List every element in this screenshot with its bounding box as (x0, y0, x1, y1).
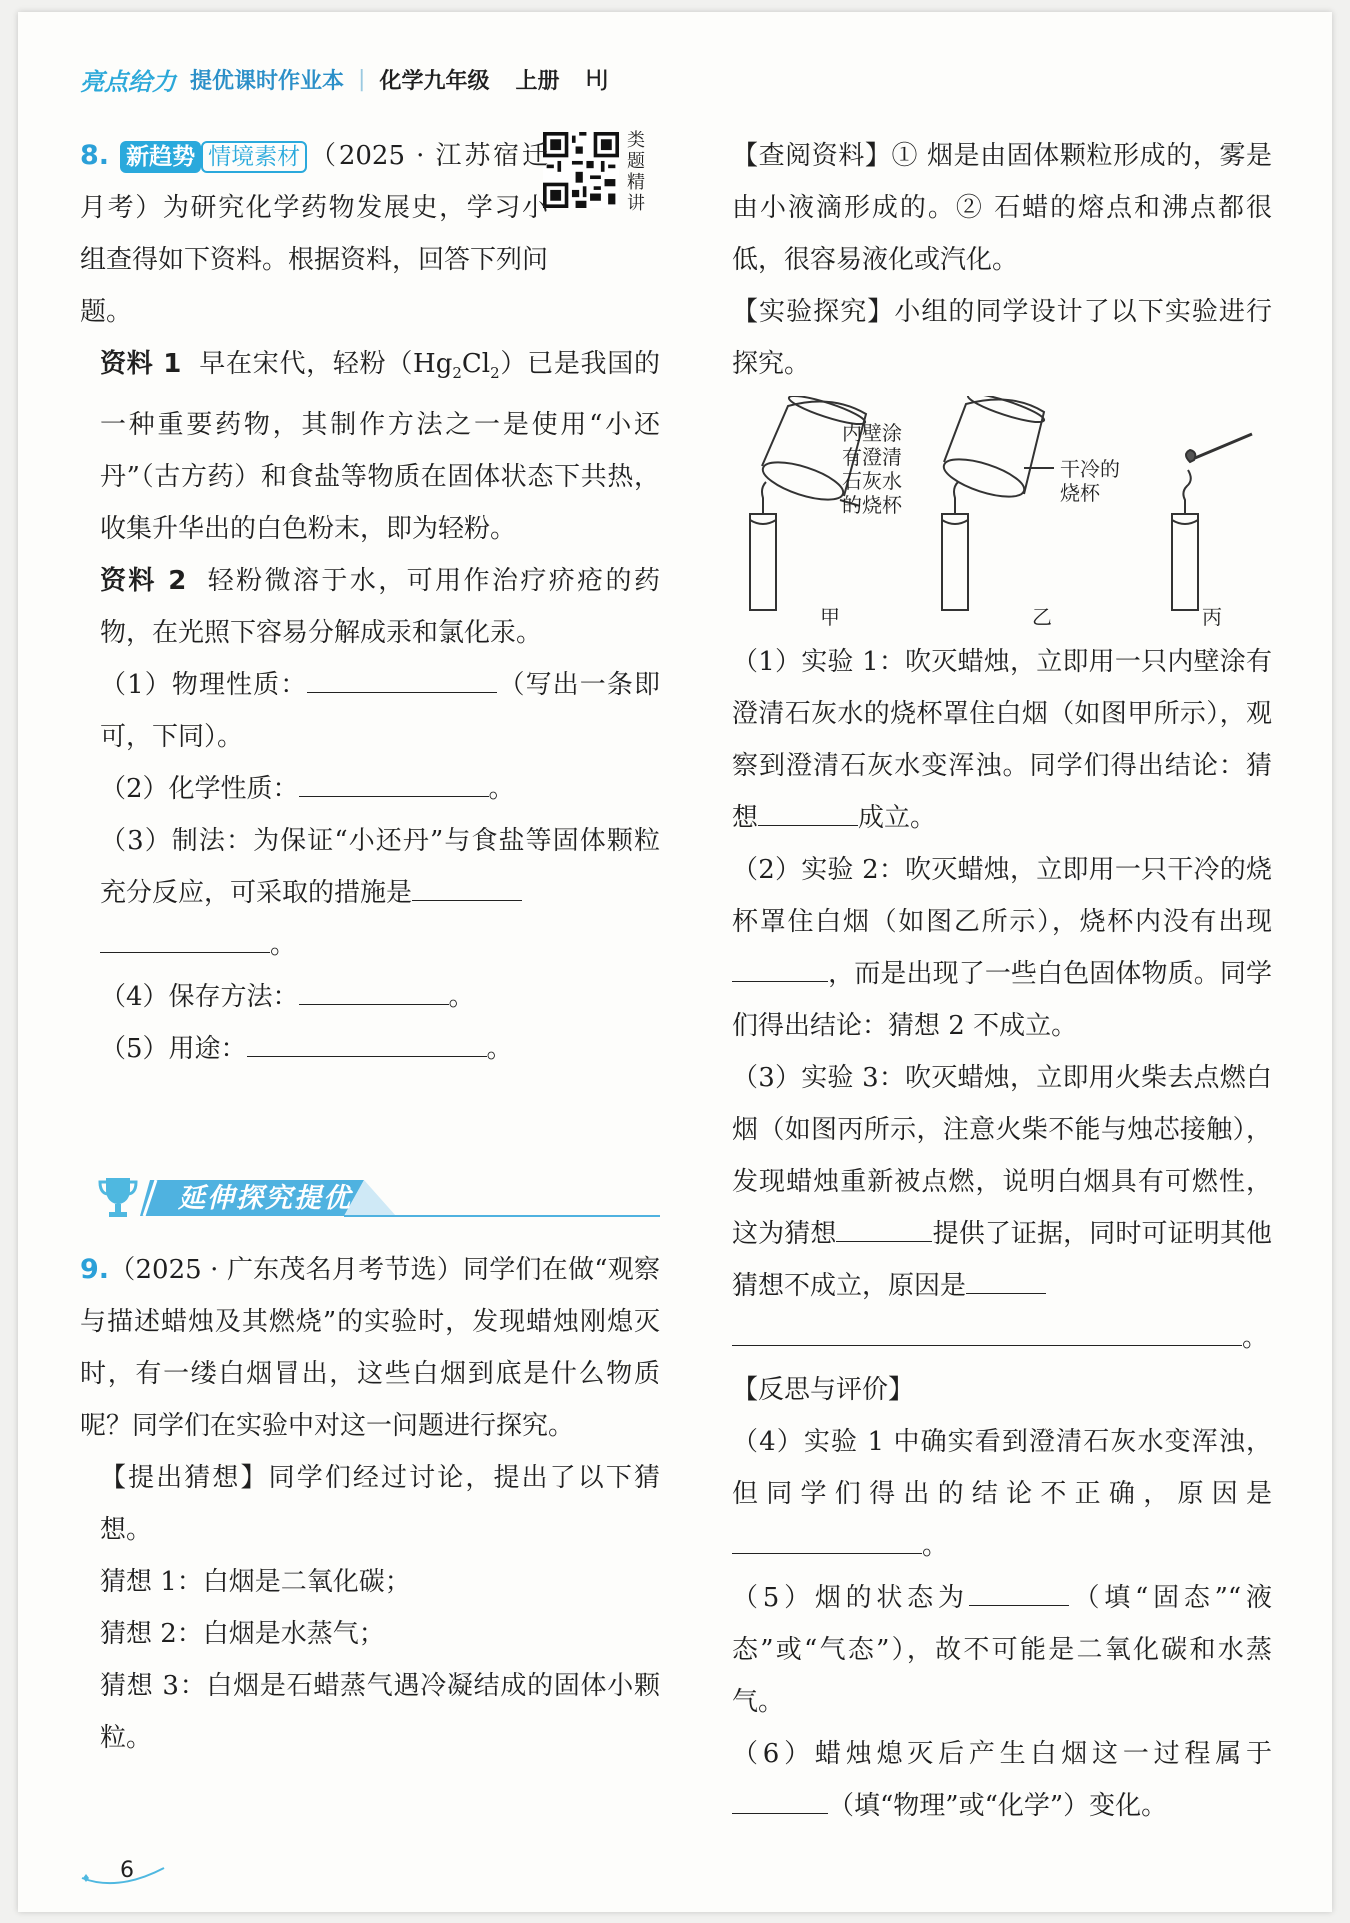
answer-blank[interactable] (732, 1783, 828, 1814)
q8-sub3-text: （3）制法：为保证“小还丹”与食盐等固体颗粒充分反应，可采取的措施是 (100, 826, 660, 909)
q8-sub4-tail: 。 (448, 982, 475, 1013)
refl-6 (732, 1728, 1272, 1832)
header-separator: | (358, 67, 366, 92)
match-icon (1186, 434, 1252, 462)
answer-blank[interactable] (247, 1026, 487, 1057)
answer-blank[interactable] (732, 951, 828, 982)
reference-heading: 【查阅资料】 (732, 141, 892, 171)
refl-6-tail: （填“物理”或“化学”）变化。 (828, 1791, 1168, 1821)
guess-heading: 【提出猜想】 (100, 1463, 269, 1493)
refl-4-text: （4）实验 1 中确实看到澄清石灰水变浑浊，但同学们得出的结论不正确，原因是 (732, 1427, 1272, 1509)
right-column (732, 130, 1272, 390)
exp-1 (732, 636, 1272, 844)
trophy-icon (100, 1178, 136, 1217)
exp-3-mid: 提供了证据，同时可证明其他猜想不成立，原因是 (732, 1219, 1272, 1301)
right-column-questions (732, 636, 1272, 1832)
q8-sub5-tail: 。 (486, 1034, 513, 1065)
subscript: 2 (490, 364, 500, 383)
q9-number: 9. (80, 1254, 110, 1285)
material-1 (100, 338, 660, 555)
experiment-figure (732, 396, 1272, 636)
q8-sub1 (100, 659, 660, 763)
answer-blank[interactable] (732, 1523, 922, 1554)
q8-sub1-tail: （写出一条即可，下同）。 (100, 670, 660, 753)
q8-sub1-text: （1）物理性质： (100, 670, 308, 701)
exp-3 (732, 1052, 1272, 1364)
reference-text: ① 烟是由固体颗粒形成的，雾是由小液滴形成的。② 石蜡的熔点和沸点都很低，很容易液化或汽化。 (732, 141, 1272, 275)
guess-section (100, 1452, 660, 1556)
fig-label-a-2: 有澄清 (842, 445, 902, 469)
refl-5 (732, 1572, 1272, 1728)
brand-logo: 亮点给力 (80, 68, 176, 96)
fig-label-a-3: 石灰水 (842, 469, 902, 493)
page-header (80, 62, 635, 97)
tag-context-material: 情境素材 (201, 141, 307, 173)
edition-label: HJ (585, 67, 609, 92)
fig-label-b-1: 干冷的 (1060, 457, 1120, 481)
experiment-heading: 【实验探究】 (732, 297, 895, 327)
experiment-section (732, 286, 1272, 390)
exp-1-tail: 成立。 (858, 803, 937, 833)
candle-icon (1172, 470, 1198, 610)
exp-2 (732, 844, 1272, 1052)
subject-label: 化学九年级 (379, 69, 490, 94)
section-title: 延伸探究提优 (178, 1183, 352, 1214)
q9-left (80, 1244, 660, 1764)
q8-sub4-text: （4）保存方法： (100, 982, 299, 1013)
exp-3-tail: 。 (1242, 1323, 1269, 1353)
reflection-heading: 【反思与评价】 (732, 1375, 915, 1405)
candle-icon (750, 482, 776, 610)
material-2-text: 轻粉微溶于水，可用作治疗疥疮的药物，在光照下容易分解成汞和氯化汞。 (100, 566, 660, 649)
guess-3: 猜想 3：白烟是石蜡蒸气遇冷凝结成的固体小颗粒。 (100, 1671, 660, 1753)
q8-sub3-tail: 。 (270, 930, 297, 961)
guess-2: 猜想 2：白烟是水蒸气； (100, 1619, 385, 1649)
material-2 (100, 555, 660, 659)
candle-icon (942, 482, 968, 610)
fig-label-a-1: 内壁涂 (842, 421, 902, 445)
answer-blank[interactable] (100, 922, 270, 953)
answer-blank[interactable] (966, 1263, 1046, 1294)
answer-blank[interactable] (758, 795, 858, 826)
answer-blank[interactable] (969, 1575, 1069, 1606)
q9-intro (80, 1244, 660, 1452)
answer-blank[interactable] (307, 662, 497, 693)
exp-1-text: （1）实验 1：吹灭蜡烛，立即用一只内壁涂有澄清石灰水的烧杯罩住白烟（如图甲所示），观察到澄清石灰水变浑浊。同学们得出结论：猜想 (732, 647, 1272, 833)
material-1-text-a: 早在宋代，轻粉（Hg (199, 349, 453, 379)
material-1-title: 资料 1 (100, 349, 182, 379)
fig-caption-c: 丙 (1202, 605, 1222, 629)
volume-label: 上册 (515, 69, 560, 94)
fig-label-a-4: 的烧杯 (842, 493, 902, 517)
left-column (80, 130, 660, 1075)
experiment-intro: 小组的同学设计了以下实验进行探究。 (732, 297, 1272, 379)
q8-sub2 (100, 763, 660, 815)
q8-sub3 (100, 815, 660, 971)
q8-sub2-tail: 。 (488, 774, 515, 805)
q8-sub5-text: （5）用途： (100, 1034, 247, 1065)
material-1-text-b: Cl (461, 349, 491, 379)
page-number: 6 (120, 1858, 134, 1883)
q8-intro-text: 为研究化学药物发展史，学习小组查得如下资料。根据资料，回答下列问题。 (80, 193, 549, 327)
guess-1: 猜想 1：白烟是二氧化碳； (100, 1567, 411, 1597)
reference-section (732, 130, 1272, 286)
subscript: 2 (452, 364, 462, 383)
exp-3-text: （3）实验 3：吹灭蜡烛，立即用火柴去点燃白烟（如图丙所示，注意火柴不能与烛芯接触），发现蜡烛重新被点燃，说明白烟具有可燃性，这为猜想 (732, 1063, 1272, 1249)
q9-intro-text: （2025 · 广东茂名月考节选）同学们在做“观察与描述蜡烛及其燃烧”的实验时，发现蜡烛刚熄灭时，有一缕白烟冒出，这些白烟到底是什么物质呢？同学们在实验中对这一问题进行探究。 (80, 1255, 660, 1441)
answer-blank[interactable] (836, 1211, 932, 1242)
answer-blank[interactable] (732, 1315, 1242, 1346)
q8-source: （2025 · 江苏宿迁月考） (80, 141, 548, 223)
q8-number: 8. (80, 140, 110, 171)
q8-intro (80, 130, 660, 338)
fig-label-b-2: 烧杯 (1060, 481, 1100, 505)
material-2-title: 资料 2 (100, 566, 187, 597)
refl-4-tail: 。 (922, 1531, 949, 1561)
fig-caption-a: 甲 (820, 605, 840, 629)
exp-2-tail: ，而是出现了一些白色固体物质。同学们得出结论：猜想 2 不成立。 (732, 959, 1272, 1041)
answer-blank[interactable] (299, 974, 449, 1005)
qr-label: 类题精讲 (627, 130, 645, 214)
q8-sub5 (100, 1023, 660, 1075)
refl-6-text: （6）蜡烛熄灭后产生白烟这一过程属于 (732, 1739, 1272, 1769)
material-1-text-c: ）已是我国的一种重要药物，其制作方法之一是使用“小还丹”（古方药）和食盐等物质在固体状态下共热，收集升华出的白色粉末，即为轻粉。 (100, 349, 660, 545)
guess-intro: 同学们经过讨论，提出了以下猜想。 (100, 1463, 660, 1545)
beaker-dry-cold-icon (940, 396, 1046, 504)
fig-caption-b: 乙 (1032, 605, 1052, 629)
q8-sub4 (100, 971, 660, 1023)
refl-5-text: （5）烟的状态为 (732, 1583, 969, 1613)
refl-4 (732, 1416, 1272, 1572)
answer-blank[interactable] (299, 766, 489, 797)
series-title: 提优课时作业本 (190, 69, 345, 94)
tag-new-trend: 新趋势 (120, 141, 201, 173)
answer-blank[interactable] (412, 870, 522, 901)
q8-sub2-text: （2）化学性质： (100, 774, 299, 805)
exp-2-text: （2）实验 2：吹灭蜡烛，立即用一只干冷的烧杯罩住白烟（如图乙所示），烧杯内没有出现 (732, 855, 1272, 937)
refl-5-tail: （填“固态”“液态”或“气态”），故不可能是二氧化碳和水蒸气。 (732, 1583, 1272, 1717)
